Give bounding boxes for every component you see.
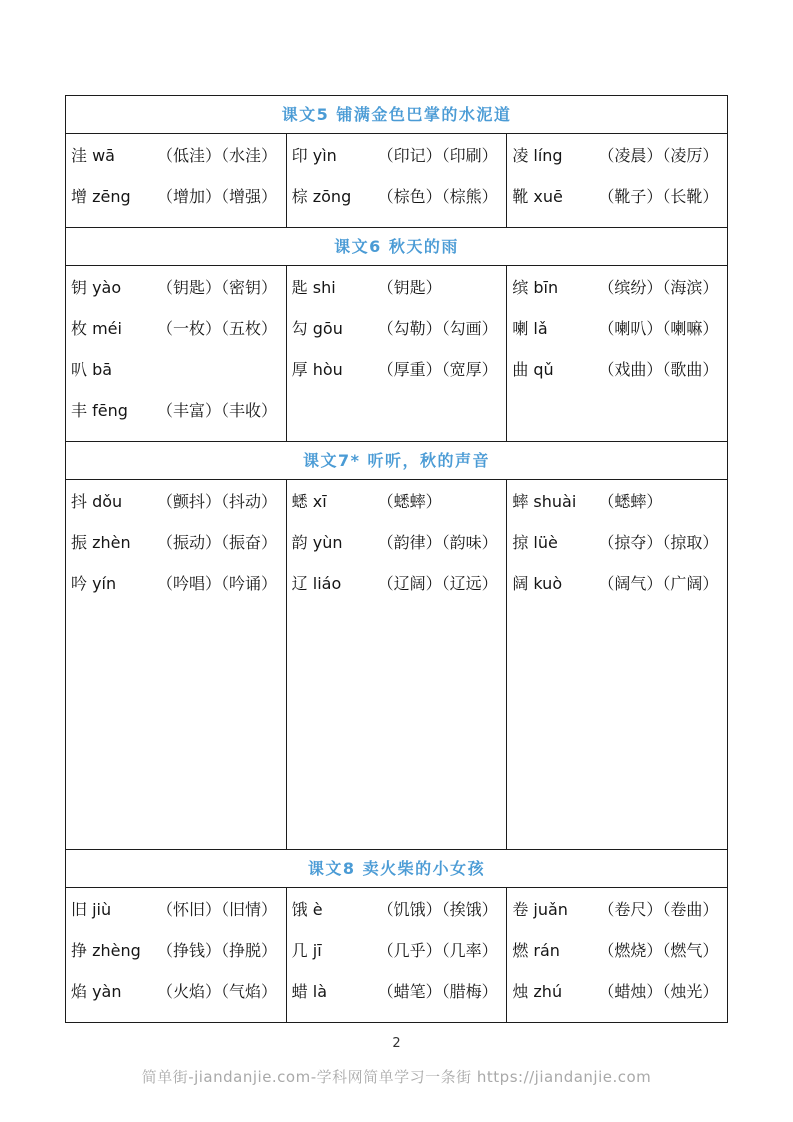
entry-examples: （掠夺）（掠取） — [598, 533, 719, 552]
entry-headword: 卷 juǎn — [512, 900, 568, 919]
vocab-entry — [71, 573, 283, 594]
vocab-entry — [292, 981, 504, 1002]
entry-examples: （阔气）（广阔） — [598, 574, 719, 593]
section-content-row — [66, 888, 728, 1023]
entry-examples: （蟋蟀） — [598, 492, 663, 511]
entry-headword: 增 zēng — [71, 187, 131, 206]
entry-headword: 振 zhèn — [71, 533, 131, 552]
section-content-row — [66, 134, 728, 228]
vocab-entry — [292, 145, 504, 166]
entry-headword: 丰 fēng — [71, 401, 128, 420]
vocab-entry — [71, 940, 283, 961]
vocab-entry — [292, 318, 504, 339]
entry-headword: 勾 gōu — [291, 319, 343, 338]
entry-examples: （喇叭）（喇嘛） — [598, 319, 719, 338]
entry-examples: （钥匙）（密钥） — [157, 278, 278, 297]
footer-watermark: 简单街-jiandanjie.com-学科网简单学习一条街 https://jiandanjie.com — [141, 1068, 652, 1086]
section-title: 课文6 秋天的雨 — [66, 228, 728, 266]
entry-examples: （火焰）（气焰） — [157, 982, 278, 1001]
entry-headword: 抖 dǒu — [71, 492, 123, 511]
vocab-entry — [71, 277, 283, 298]
section-content-row — [66, 266, 728, 442]
entry-examples: （勾勒）（勾画） — [377, 319, 498, 338]
entry-examples: （挣钱）（挣脱） — [157, 941, 278, 960]
vocab-cell — [286, 888, 507, 1023]
vocab-cell — [286, 480, 507, 850]
vocab-entry — [512, 899, 724, 920]
section-header-row — [66, 96, 728, 134]
entry-headword: 饿 è — [291, 900, 323, 919]
entry-examples: （凌晨）（凌厉） — [598, 146, 719, 165]
section-title: 课文5 铺满金色巴掌的水泥道 — [66, 96, 728, 134]
entry-headword: 韵 yùn — [291, 533, 343, 552]
entry-examples: （怀旧）（旧情） — [157, 900, 278, 919]
vocab-entry — [292, 899, 504, 920]
vocab-cell — [286, 266, 507, 442]
vocab-entry — [512, 573, 724, 594]
entry-examples: （卷尺）（卷曲） — [598, 900, 719, 919]
section-lesson-6 — [66, 228, 728, 442]
entry-headword: 曲 qǔ — [512, 360, 554, 379]
entry-examples: （辽阔）（辽远） — [377, 574, 498, 593]
vocab-cell — [66, 134, 287, 228]
entry-examples: （蜡烛）（烛光） — [598, 982, 719, 1001]
section-lesson-5 — [66, 96, 728, 228]
entry-headword: 喇 lǎ — [512, 319, 548, 338]
entry-examples: （钥匙） — [377, 278, 442, 297]
vocab-entry — [512, 532, 724, 553]
entry-examples: （棕色）（棕熊） — [377, 187, 498, 206]
entry-examples: （燃烧）（燃气） — [598, 941, 719, 960]
vocab-entry — [71, 318, 283, 339]
vocab-cell — [507, 480, 728, 850]
vocab-cell — [507, 134, 728, 228]
vocab-cell — [66, 888, 287, 1023]
vocab-entry — [292, 491, 504, 512]
vocab-entry — [71, 899, 283, 920]
entry-headword: 靴 xuē — [512, 187, 563, 206]
vocab-cell — [66, 266, 287, 442]
vocab-entry — [512, 186, 724, 207]
section-header-row — [66, 228, 728, 266]
entry-headword: 匙 shi — [291, 278, 336, 297]
entry-examples: （靴子）（长靴） — [598, 187, 719, 206]
vocab-entry — [292, 573, 504, 594]
vocab-entry — [71, 400, 283, 421]
vocab-cell — [507, 888, 728, 1023]
entry-examples: （振动）（振奋） — [157, 533, 278, 552]
vocab-cell — [286, 134, 507, 228]
entry-examples: （蟋蟀） — [377, 492, 442, 511]
entry-headword: 旧 jiù — [71, 900, 112, 919]
entry-headword: 蟀 shuài — [512, 492, 577, 511]
entry-examples: （饥饿）（挨饿） — [377, 900, 498, 919]
entry-examples: （蜡笔）（腊梅） — [377, 982, 498, 1001]
entry-headword: 几 jī — [291, 941, 322, 960]
entry-headword: 凌 líng — [512, 146, 563, 165]
vocab-entry — [71, 981, 283, 1002]
vocab-entry — [71, 145, 283, 166]
vocab-entry — [512, 277, 724, 298]
section-header-row — [66, 442, 728, 480]
entry-headword: 蟋 xī — [291, 492, 327, 511]
section-lesson-7 — [66, 442, 728, 850]
entry-headword: 蜡 là — [291, 982, 327, 1001]
entry-examples: （几乎）（几率） — [377, 941, 498, 960]
vocab-entry — [512, 145, 724, 166]
vocab-entry — [512, 359, 724, 380]
entry-headword: 挣 zhèng — [71, 941, 141, 960]
vocab-entry — [71, 532, 283, 553]
vocab-entry — [292, 532, 504, 553]
entry-examples: （一枚）（五枚） — [157, 319, 278, 338]
entry-examples: （吟唱）（吟诵） — [157, 574, 278, 593]
section-header-row — [66, 850, 728, 888]
vocab-entry — [292, 186, 504, 207]
entry-headword: 洼 wā — [71, 146, 115, 165]
entry-examples: （丰富）（丰收） — [157, 401, 278, 420]
entry-examples: （韵律）（韵味） — [377, 533, 498, 552]
vocab-entry — [292, 940, 504, 961]
section-title: 课文7* 听听，秋的声音 — [66, 442, 728, 480]
entry-examples: （厚重）（宽厚） — [377, 360, 498, 379]
vocab-entry — [292, 277, 504, 298]
entry-headword: 烛 zhú — [512, 982, 563, 1001]
entry-headword: 枚 méi — [71, 319, 122, 338]
vocab-entry — [292, 359, 504, 380]
entry-headword: 缤 bīn — [512, 278, 559, 297]
entry-headword: 叭 bā — [71, 360, 113, 379]
section-title: 课文8 卖火柴的小女孩 — [66, 850, 728, 888]
section-content-row — [66, 480, 728, 850]
entry-examples: （戏曲）（歌曲） — [598, 360, 719, 379]
vocab-entry — [512, 940, 724, 961]
entry-headword: 厚 hòu — [291, 360, 343, 379]
entry-headword: 印 yìn — [291, 146, 337, 165]
entry-examples: （缤纷）（海滨） — [598, 278, 719, 297]
entry-headword: 钥 yào — [71, 278, 122, 297]
vocab-entry — [512, 491, 724, 512]
entry-examples: （印记）（印刷） — [377, 146, 498, 165]
entry-headword: 掠 lüè — [512, 533, 558, 552]
vocabulary-table — [65, 95, 728, 1023]
entry-examples: （颤抖）（抖动） — [157, 492, 278, 511]
entry-headword: 燃 rán — [512, 941, 560, 960]
entry-examples: （增加）（增强） — [157, 187, 278, 206]
vocab-entry — [512, 318, 724, 339]
entry-headword: 辽 liáo — [291, 574, 342, 593]
vocab-entry — [71, 359, 283, 380]
section-lesson-8 — [66, 850, 728, 1023]
vocab-cell — [507, 266, 728, 442]
vocab-entry — [512, 981, 724, 1002]
page-number: 2 — [392, 1036, 401, 1051]
vocab-entry — [71, 491, 283, 512]
entry-headword: 阔 kuò — [512, 574, 563, 593]
entry-headword: 焰 yàn — [71, 982, 122, 1001]
vocab-entry — [71, 186, 283, 207]
entry-headword: 棕 zōng — [291, 187, 352, 206]
entry-headword: 吟 yín — [71, 574, 117, 593]
vocab-cell — [66, 480, 287, 850]
entry-examples: （低洼）（水洼） — [157, 146, 278, 165]
